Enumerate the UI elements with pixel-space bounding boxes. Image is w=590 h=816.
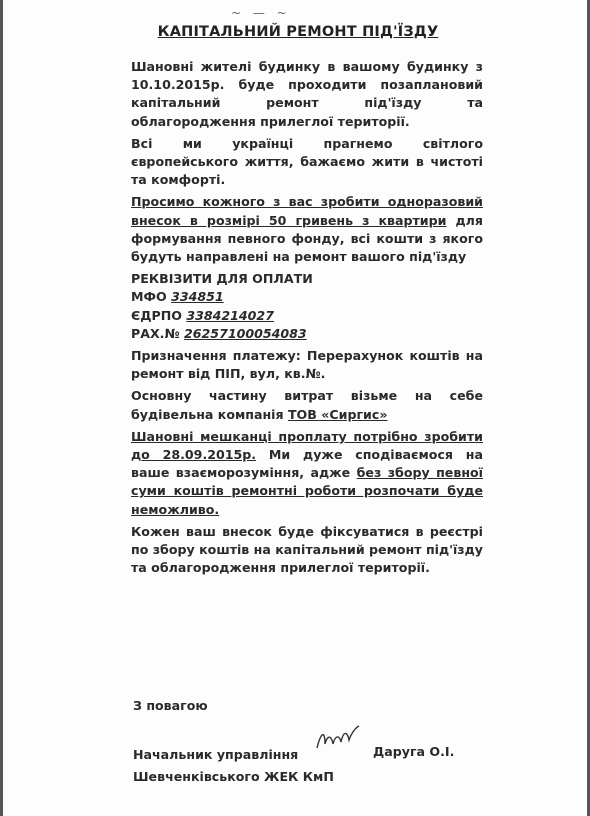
paragraph-deadline xyxy=(131,428,483,519)
warning-highlight: без збору певної суми коштів ремонтні роботи розпочати буде неможливо. xyxy=(131,465,483,517)
request-rest: для формування певного фонду, всі кошти з якого будуть направлені на ремонт вашого під'їзду xyxy=(131,212,483,265)
request-highlight: Просимо кожного з вас зробити одноразовий внесок в розмірі 50 гривень з квартири xyxy=(131,194,483,228)
position-line-2: Шевченківського ЖЕК КмП xyxy=(133,769,334,784)
account-line xyxy=(131,325,483,343)
company-name: ТОВ «Сиргис» xyxy=(287,406,388,422)
closing-phrase: З повагою xyxy=(133,698,208,713)
paragraph-intro: Шановні жителі будинку в вашому будинку з 10.10.2015р. буде проходити позаплановий капітальний ремонт під'їзду та облагородження прилеглої території. xyxy=(131,59,483,129)
signatory-position xyxy=(133,744,334,788)
account-label: РАХ.№ xyxy=(131,325,185,341)
edrpou-line xyxy=(131,307,483,325)
edrpou-label: ЄДРПО xyxy=(131,307,187,323)
position-line-1: Начальник управління xyxy=(133,747,299,762)
notice-title: КАПІТАЛЬНИЙ РЕМОНТ ПІД'ЇЗДУ xyxy=(157,24,439,40)
header-mark: ~ — ~ xyxy=(231,6,291,20)
company-text: Основну частину витрат візьме на себе будівельна компанія xyxy=(131,388,483,422)
mfo-line xyxy=(131,288,483,306)
deadline-rest: Ми дуже сподіваємося на ваше взаєморозуміння, адже xyxy=(131,447,483,481)
signatory-name: Даруга О.І. xyxy=(373,744,455,759)
paragraph-company xyxy=(131,387,483,423)
edrpou-value: 3384214027 xyxy=(186,307,274,323)
mfo-label: МФО xyxy=(131,289,172,305)
notice-body xyxy=(131,58,483,581)
account-value: 26257100054083 xyxy=(184,325,307,341)
paragraph-request xyxy=(131,193,483,266)
mfo-value: 334851 xyxy=(171,289,224,305)
payment-details-heading: РЕКВІЗИТИ ДЛЯ ОПЛАТИ xyxy=(131,271,313,287)
paragraph-purpose: Призначення платежу: Перерахунок коштів на ремонт від ПІП, вул, кв.№. xyxy=(131,348,483,382)
handwritten-signature xyxy=(313,722,369,756)
paragraph-registry: Кожен ваш внесок буде фіксуватися в реєстрі по збору коштів на капітальний ремонт під'їзду та облагородження прилеглої території. xyxy=(131,523,483,576)
deadline-highlight: Шановні мешканці проплату потрібно зробити до 28.09.2015р. xyxy=(131,428,483,463)
paragraph-aspiration: Всі ми українці прагнемо світлого європейського життя, бажаємо жити в чистоті та комфорті. xyxy=(131,135,483,188)
